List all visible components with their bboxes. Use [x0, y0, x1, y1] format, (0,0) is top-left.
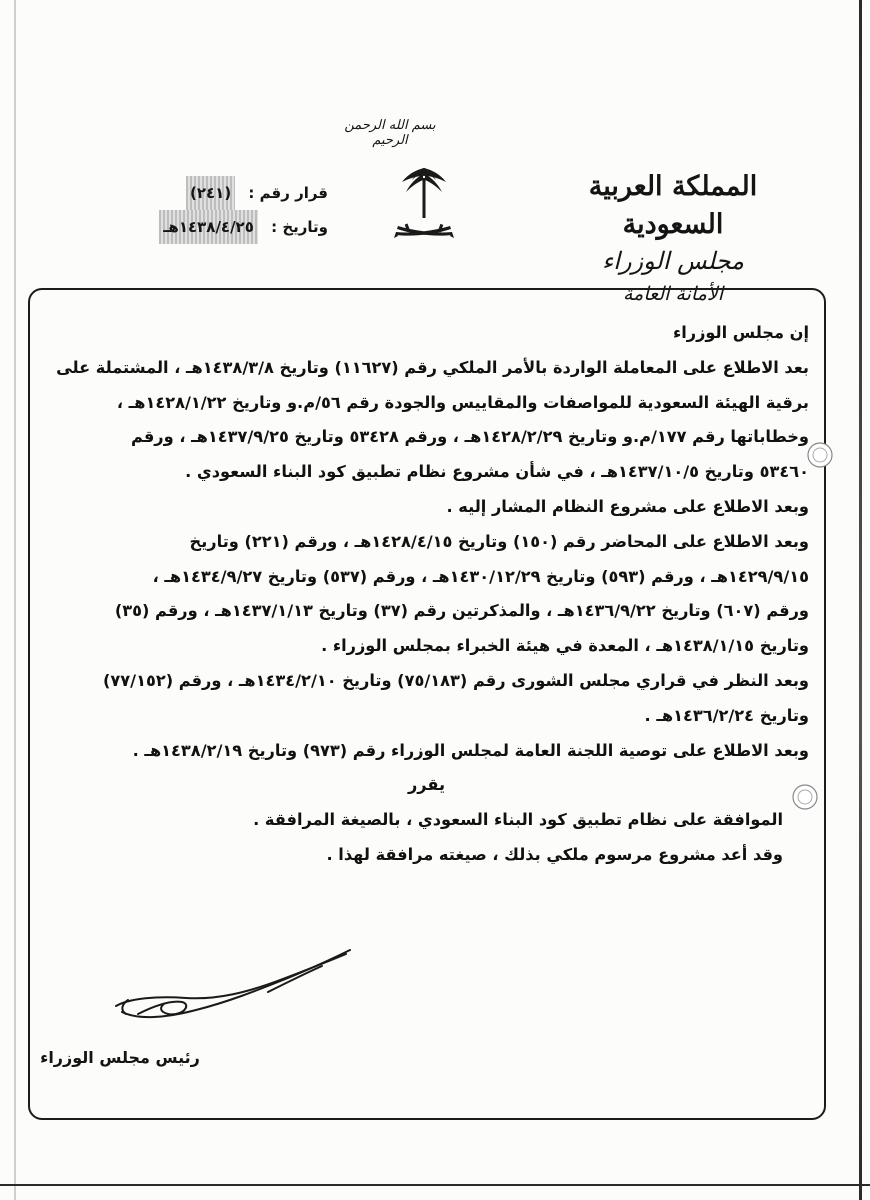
handwritten-signature-icon [108, 940, 358, 1040]
body-line: وبعد الاطلاع على مشروع النظام المشار إليه . [446, 496, 809, 516]
secretariat-name: الأمانة العامة [623, 283, 723, 305]
decision-number-row [128, 176, 328, 210]
body-line: وبعد الاطلاع على توصية اللجنة العامة لمجلس الوزراء رقم (٩٧٣) وتاريخ ١٤٣٨/٢/١٩هـ . [132, 740, 809, 760]
body-line: بعد الاطلاع على المعاملة الواردة بالأمر الملكي رقم (١١٦٢٧) وتاريخ ١٤٣٨/٣/٨هـ ، المشتملة على [56, 357, 809, 377]
body-line: إن مجلس الوزراء [672, 323, 809, 342]
body-line: وخطاباتها رقم ١٧٧/م.و وتاريخ ١٤٢٨/٢/٢٩هـ ، ورقم ٥٣٤٢٨ وتاريخ ١٤٣٧/٩/٢٥هـ ، ورقم [131, 427, 809, 447]
resolution-heading: يقرر [407, 775, 446, 795]
body-line: وتاريخ ١٤٣٨/١/١٥هـ ، المعدة في هيئة الخبراء بمجلس الوزراء . [321, 636, 809, 656]
basmala: بسم الله الرحمن الرحيم [344, 118, 436, 148]
body-line: الموافقة على نظام تطبيق كود البناء السعودي ، بالصيغة المرافقة . [253, 810, 783, 830]
decision-date: ١٤٣٨/٤/٢٥هـ [159, 210, 258, 244]
body-line: ٥٣٤٦٠ وتاريخ ١٤٣٧/١٠/٥هـ ، في شأن مشروع نظام تطبيق كود البناء السعودي . [185, 462, 809, 482]
punch-hole-icon [790, 782, 820, 812]
page-bottom-edge [0, 1184, 870, 1186]
council-name: مجلس الوزراء [601, 247, 745, 275]
decision-number-label: قرار رقم : [248, 184, 328, 202]
signer-title: رئيس مجلس الوزراء [40, 1048, 200, 1067]
page-left-edge [14, 0, 16, 1200]
punch-hole-icon [805, 440, 835, 470]
body-line: وبعد النظر في قراري مجلس الشورى رقم (٧٥/١٨٣) وتاريخ ١٤٣٤/٢/١٠هـ ، ورقم (٧٧/١٥٢) [103, 670, 809, 690]
body-line: وقد أعد مشروع مرسوم ملكي بذلك ، صيغته مرافقة لهذا . [326, 844, 783, 864]
decision-date-row [128, 210, 328, 244]
palm-and-crossed-swords-icon [392, 162, 456, 246]
body-line: ١٤٢٩/٩/١٥هـ ، ورقم (٥٩٣) وتاريخ ١٤٣٠/١٢/٢٩هـ ، ورقم (٥٣٧) وتاريخ ١٤٣٤/٩/٢٧هـ ، [152, 566, 809, 586]
body-line: وتاريخ ١٤٣٦/٢/٢٤هـ . [644, 705, 809, 725]
page-right-edge [859, 0, 862, 1200]
decision-body [44, 316, 809, 873]
body-line: ورقم (٦٠٧) وتاريخ ١٤٣٦/٩/٢٢هـ ، والمذكرتين رقم (٣٧) وتاريخ ١٤٣٧/١/١٣هـ ، ورقم (٣٥) [114, 601, 809, 621]
body-line: برقية الهيئة السعودية للمواصفات والمقاييس والجودة رقم ٥٦/م.و وتاريخ ١٤٢٨/١/٢٢هـ ، [116, 392, 809, 412]
decision-reference [128, 176, 328, 244]
kingdom-name: المملكة العربية السعودية [588, 171, 758, 240]
body-line: وبعد الاطلاع على المحاضر رقم (١٥٠) وتاريخ ١٤٢٨/٤/١٥هـ ، ورقم (٢٢١) وتاريخ [189, 531, 809, 551]
decision-date-label: وتاريخ : [271, 218, 328, 236]
decision-number: (٢٤١) [186, 176, 235, 210]
